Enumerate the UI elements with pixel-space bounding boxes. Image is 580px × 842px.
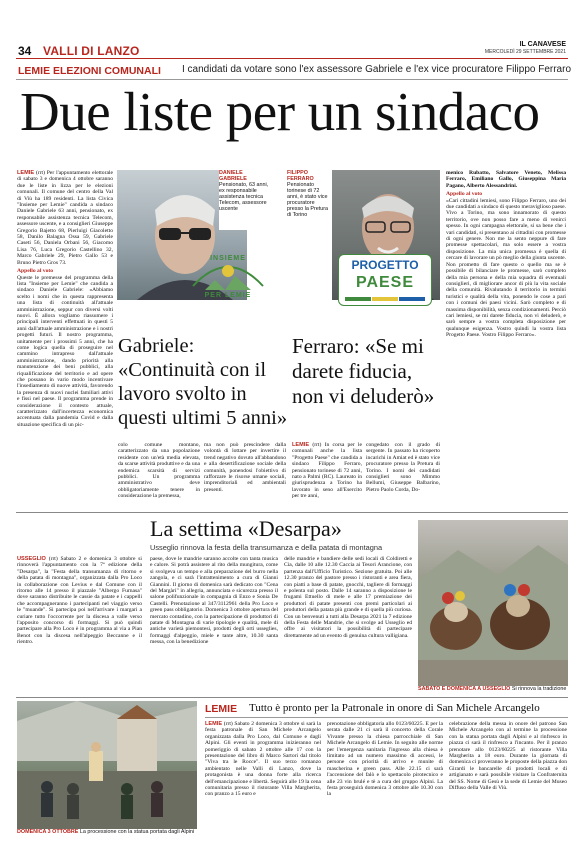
top-col3: colo comune montano, caratterizzato da una popolazione residente con un'età media elevata, da scarse attività produttive e da una endemica scarsità di servizi pubblici. Un programma amministrativo deve obbligatoriamente tenere in considerazione la premessa, (118, 442, 200, 500)
mid-col1-text: (rrt) Sabato 2 e domenica 3 ottobre si rinnoverà l'appuntamento con la 7ª edizione della "Desarpa", la "Festa della transumanza di ritorno e della patata di montagna", organizzata dalla Pro Loco in collaborazione con Levius e dal Comune con il ritorno alle 14 presso il piazzale "Albergo Furnasa" dove saranno distribuite le cassie da patate e i cappelli che accompagneranno i partecipanti nel viaggio verso le "muande". Si partecipa poi nell'arrivare i margari a curiare tutto l'occorrente per la discesa a valle verso l'apposito concorso di formaggi. Si può quindi partecipare alla Pro Loco è in programma al via a Pian Benot con la discesa nell'alpeggio Beccanne e il rientro. (17, 556, 142, 646)
desarpa-caption (418, 686, 568, 694)
desarpa-caption-bold: SABATO E DOMENICA A USSEGLIO (418, 686, 511, 692)
progetto-logo (338, 254, 432, 306)
masthead: IL CANAVESE (519, 41, 566, 48)
ferraro-caption-text: Pensionato torinese di 72 anni, è stato vice procuratore presso la Pretura di Torino (287, 182, 329, 218)
top-col1-text2: Queste le premesse del programma della lista "Insieme per Lemie" che candida a sindaco Daniele Gabriele: «Abbiamo scelto i nomi che in questa rappresenta una lista di continuità all'attuale amministrazione, seppur con diversi volti nuovi. È allora vogliamo riassumere i principali interventi effettuati in questi 5 anni dall'attuale amministrazione e i nostri progetti futuri. Il nostro programma, unitamente per i prossimi 5 anni, che ha come logica quella di proseguire nel cammino intrapreso dall'attuale amministrazione, dando priorità alla manutenzione dei beni pubblici, alla riqualificazione del territorio e ad opere che possano in vario modo incentivare l'insediamento di nuove attività, favorendo la presenza di nuovi nuclei familiari attivi e fissi nel paese. Il programma prende in considerazione il contesto attuale, caratterizzato dall'incertezza economica accentuata dalla pandemia Covid e dalla situazione specifica di un pic- (17, 274, 113, 428)
insieme-logo-top: INSIEME (210, 255, 246, 262)
top-col7-text2: «Cari cittadini lemiesi, sono Filippo Ferraro, uno dei due candidati a sindaco di questo meraviglioso paese. Vivo a Torino, ma sono innamorato di questo territorio, ove non posso fare a meno di venirci spesso. In ogni campagna elettorale, si sa bene che i vari candidati, si presentano ai cittadini con promesse di ogni genere. Non me la sento neppure di fare promesse spettacolari, ma solo essere a vostra disposizione. La mia unica promessa è quella di cercare di lavorare un pò meglio della giunta uscente. Non prometto di fare questo o quello ma se è possibile di bilanciare le promesse, sarò completo della mia persona e della mia squadra di eventuali consiglieri, di migliorare ancor di più la vita sociale della comunità. Rivalutando il territorio in termini turistici e qualità della vita, ponendo le cose a pari con i comuni dei paesi vicini. Sarò completo e di massima disponibilità, senza condizionamenti. Perciò cari lemiesi, se mi darete fiducia, non vi deluderò, e sarò sempre a vostra completa disposizione per qualunque esigenza. Vostro quindi la vostra lista Progetto Paese. Vostro Filippo Ferraro». (446, 197, 566, 339)
insieme-logo-bottom: PER LEMIE (204, 292, 252, 299)
top-col5 (292, 442, 362, 506)
bottom-col1-text: (rrt) Sabato 2 domenica 3 ottobre si sarà la festa patronale di San Michele Arcangelo organizzata dalla Pro Loco, dal Comune e dagli Alpini. Gli eventi in programma inizieranno nel pomeriggio di sabato 2 ottobre alle 17 con la presentazione del libro di Marco Sartori dal titolo "Viva tra le Rocce". Il suo terzo romanzo ambientato nelle Valli di Lanzo, dove la protagonista è una donna forte alla ricerca dell'emancipazione e libertà. Seguirà alle 19 la cena comunitaria presso il ristorante Villa Margherita, con pranzo a 15 euro e (205, 721, 321, 798)
top-col5-text: (rrt) In corsa per le comunali anche la lista "Progetto Paese" che candida a sindaco Filippo Ferraro, pensionato torinese di 72 anni, nato a Palmi (RC). Laureato in giurisprudenza a Torino ha lavorato in seno all'Esercito per tre anni, (292, 442, 362, 500)
bottom-col2: prenotazione obbligatoria allo 0123/60225. E per la serata dalle 21 ci sarà il concerto della Corale Vivante presso la chiesa parrocchiale di San Michele Arcangelo di Lemie. In seguito alle norme per l'emergenza sanitaria l'ingresso alla chiesa è limitato ad un numero massimo di accessi, le persone con priorità di arrivo e munite di mascherina e green pass. Alle 22.15 ci sarà l'accensione del falò e lo spettacolo pirotecnico e alle 23 vin brulé e tè a cura del gruppo Alpini. La festa proseguirà domenica 3 ottobre alle 10.30 con la (327, 721, 443, 798)
bottom-col3: celebrazione della messa in onore del patrono San Michele Arcangelo con al termine la processione con la statua portata dagli Alpini e al rinfresco in piazza ci sarà il rinfresco a l'incanto. Per il pranzo prenotare allo 0123/60225 al ristorante Villa Margherita a 18 euro. Durante la giornata di domenica ci proveranno le proposte della piazza don Girardi le bancarelle di prodotti locali e di artigianato e sarà possibile visitare la Confraternita del SS. Nome di Gesù e la sede di Lemie del Museo Diffuso della Valle di Viù. (449, 721, 567, 792)
desarpa-cows-illustration (418, 520, 568, 686)
mid-col3: delle mandrie e bandiere delle sedi locali di Coldiretti e Cia, dalle 10 alle 12.30 Caccia ai Tesori Arancione, con partenza dall'Ufficio Turistico. Sezione gratuita. Poi alle 12.30 pranzo del pastore presso i ristoranti e area fiera, con piatti a base di patate, gnocchi, tagliere di formaggi e polenta sul posto. Dalle 14 saranno a disposizione le frugami Ettuello di mele e alle 17 premiazione dei produttori di patate presenti con premi particolari ai produttori della patata più grande e di quella più curiosa. Con un benvenuti a tutti alla Desarpa 2021 la 7 edizione della Festa delle Mandrie, che si svolge ad Usseglio ed offre ai visitatori la possibilità di partecipare direttamente ad un evento di genuina cultura valligiana. (284, 556, 412, 639)
quote-gabriele: Gabriele: «Continuità con il lavoro svolto in questi ultimi 5 anni» (118, 335, 288, 429)
bottom-kicker: LEMIE (205, 703, 238, 715)
top-kicker: LEMIE ELEZIONI COMUNALI (18, 65, 161, 77)
top-col4: ma non può prescindere dalla volontà di lottare per invertire il trend negativo dovuto all'abbandono e alla desertificazione sociale della comunità, ponendosi l'obiettivo di rafforzare le risorse umane sociali, imprenditoriali ed ambientali presenti. (204, 442, 286, 493)
page-header (16, 42, 568, 59)
ferraro-caption (287, 170, 329, 240)
top-col7-sub: Appello al voto (446, 191, 483, 198)
desarpa-caption-text: Si rinnova la tradizione (511, 686, 567, 692)
gabriele-caption (219, 170, 269, 230)
bottom-col1 (205, 721, 321, 831)
top-col1-sub: Appello al voto (17, 268, 54, 275)
page-number: 34 (18, 44, 32, 58)
top-deck: I candidati da votare sono l'ex assessore Gabriele e l'ex vice procuratore Filippo Ferraro (182, 64, 572, 75)
top-col7-text: menico Rubatto, Salvatore Veneto, Melissa Ferraro, Emiliano Gallo, Giuseppina Maria Pagano, Alberto Alessandrini. (446, 170, 566, 189)
mid-col2: paese, dove le mandrie saranno accolte con tanta musica e calore. Si potrà assistere al rito della mungitura, come si svolgeva un tempo e alla preparazione del burro nella zangola, e ci sarà l'intrattenimento a cura di Gianni Giannini. Il giorno di domenica sarà dedicato con "Cena del Margàri" in allegria, annunciata e sicurezza presso il salone polifunzionale in compagnia di Enzo e Sonia De Castelli. Prenotazione al 347/3112961 della Pro Loco e green pass obbligatorio. Domenica 3 ottobre apertura del mercato contadino, con la partecipazione di produttori di patate di Montagna di varie tipologie e qualità, mele di antiche varietà piemontesi, prodotti degli orti usseglies, formaggi d'alpeggio, miele e tante altre, 10.30 santa messa, con la benedizione (150, 556, 278, 646)
desarpa-photo (418, 520, 568, 686)
mid-dateline: USSEGLIO (17, 556, 46, 562)
bottom-dateline: LEMIE (205, 721, 223, 727)
top-kicker-row (16, 64, 572, 78)
quote-ferraro: Ferraro: «Se mi darete fiducia, non vi deluderò» (292, 334, 435, 408)
patronale-caption-bold: DOMENICA 3 OTTOBRE (17, 829, 79, 835)
top-col1-text: (rrt) Per l'appuntamento elettorale di sabato 3 e domenica 4 ottobre saranno due le liste in lizza per le elezioni comunali. Il comune del centro della Val di Viù ha 189 residenti. La lista Civica "Insieme per Lemie" candida a sindaco Daniele Gabriele 63 anni, pensionato, ex responsabile assistenza tecnica Telecom, assessore uscente, e a consiglieri Giuseppe Gregorio Bajetto 68, Pierluigi Giacoletto 58, Danilo Balagna Ossa 59, Gabriele Caseti 56, Daniela Orbani 56, Giacomo Lisa 76, Luca Gregorio Castellino 32, Marco Gabriele 29, Pietro Gallo 53 e Bruno Pietro Gros 73. (17, 170, 113, 266)
top-col6: congedato con il grado di sergente. In passato ha ricoperto incarichi in Amiat ed è stato vice procuratore presso la Pretura di Torino. I nomi dei candidati consiglieri sono Mimmo Bellumi, Giuseppe Balbarino, Pietro Paolo Corda, Do- (366, 442, 440, 493)
top-col1-dateline: LEMIE (17, 170, 35, 176)
gabriele-caption-name: DANIELE GABRIELE (219, 170, 247, 182)
insieme-logo (185, 246, 271, 306)
ferraro-caption-name: FILIPPO FERRARO (287, 170, 314, 182)
patronale-procession-illustration (17, 701, 197, 829)
mid-col1 (17, 556, 142, 692)
bottom-deck: Tutto è pronto per la Patronale in onore di San Michele Arcangelo (249, 702, 540, 714)
issue-date: MERCOLEDÌ 29 SETTEMBRE 2021 (484, 49, 566, 55)
mid-headline: La settima «Desarpa» (150, 516, 342, 541)
top-col1 (17, 170, 113, 506)
progetto-logo-stripe (339, 295, 431, 303)
progetto-logo-top: PROGETTO (351, 258, 419, 272)
patronale-caption-text: La processione con la statua portata dagli Alpini (79, 829, 195, 835)
patronale-caption (17, 829, 207, 837)
progetto-logo-bottom: PAESE (355, 274, 415, 291)
section-name: VALLI DI LANZO (43, 44, 140, 58)
gabriele-caption-text: Pensionato, 63 anni, ex responsabile assistenza tecnica Telecom, assessore uscente (219, 182, 269, 212)
patronale-photo (17, 701, 197, 829)
top-headline: Due liste per un sindaco (20, 81, 540, 142)
bottom-kicker-row (205, 703, 568, 717)
mid-deck: Usseglio rinnova la festa della transumanza e della patata di montagna (150, 543, 383, 552)
top-col7 (446, 170, 566, 506)
top-col5-dateline: LEMIE (292, 442, 310, 448)
